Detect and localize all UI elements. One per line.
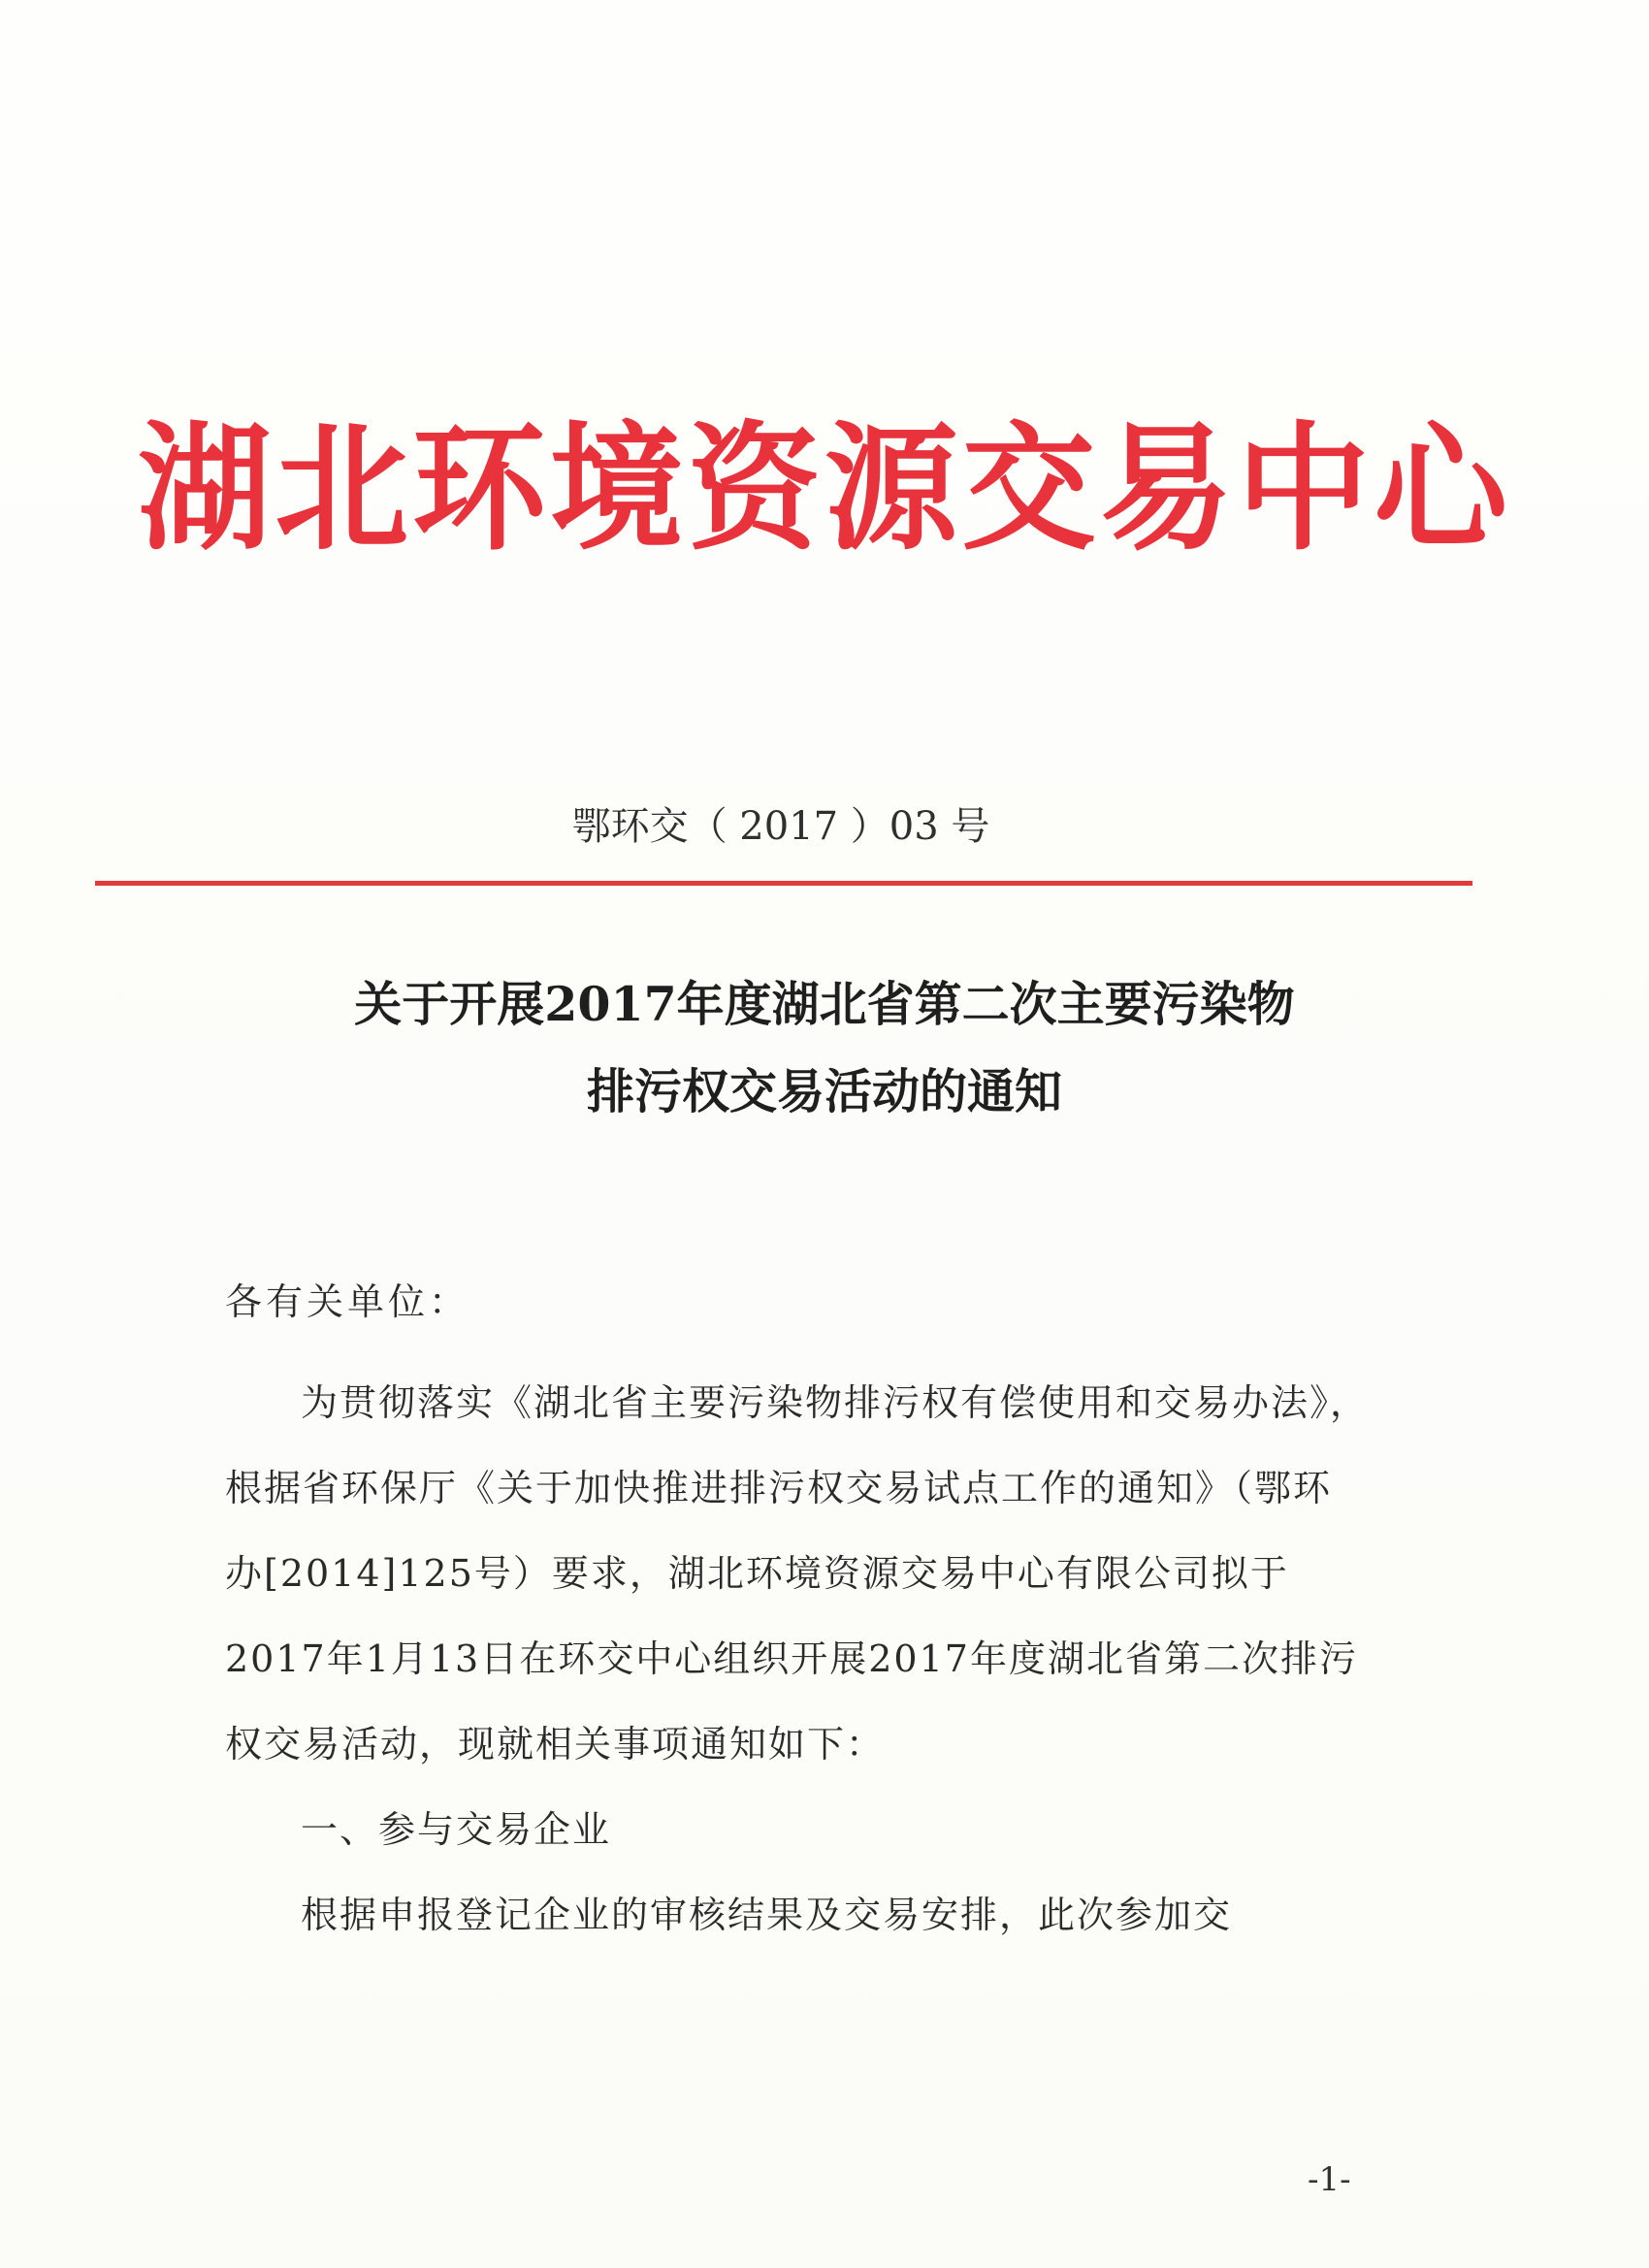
document-title-line-2: 排污权交易活动的通知	[586, 1063, 1062, 1119]
salutation: 各有关单位：	[225, 1280, 470, 1323]
body-paragraph-participants: 根据申报登记企业的审核结果及交易安排，此次参加交	[301, 1894, 1233, 1936]
body-paragraph-intro: 为贯彻落实《湖北省主要污染物排污权有偿使用和交易办法》，根据省环保厅《关于加快推进排污权交易试点工作的通知》（鄂环办[2014]125号）要求，湖北环境资源交易中心有限公司拟于2017年1月13日在环交中心组织开展2017年度湖北省第二次排污权交易活动，现就相关事项通知如下：	[225, 1381, 1370, 1766]
document-number: 鄂环交（ 2017 ）03 号	[571, 804, 990, 849]
red-separator-line	[95, 881, 1472, 886]
section-heading-participants: 一、参与交易企业	[301, 1808, 612, 1851]
document-title-line-1: 关于开展2017年度湖北省第二次主要污染物	[354, 976, 1295, 1032]
document-body	[225, 1360, 1370, 1958]
bleed-through-text	[242, 194, 289, 247]
issuing-organization-header: 湖北环境资源交易中心	[137, 409, 1512, 569]
page-number: -1-	[1308, 2160, 1351, 2199]
